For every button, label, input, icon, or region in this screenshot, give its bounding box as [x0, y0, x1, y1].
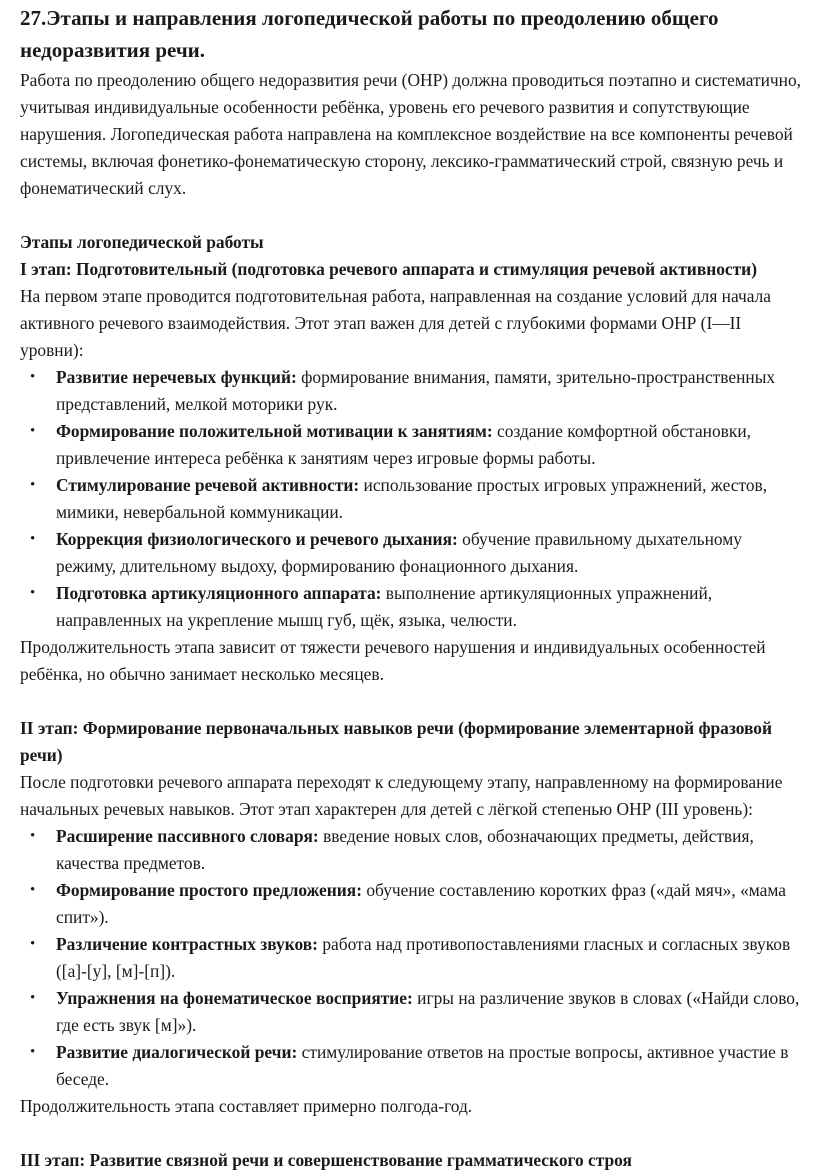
- bullet-icon: •: [30, 369, 36, 385]
- item-term: Коррекция физиологического и речевого дыхания:: [56, 529, 458, 549]
- stage2-outro: Продолжительность этапа составляет примерно полгода-год.: [20, 1096, 473, 1116]
- stage3-title: III этап: Развитие связной речи и совершенствование грамматического строя: [20, 1150, 632, 1170]
- bullet-icon: •: [30, 1044, 36, 1060]
- list-item: [20, 526, 802, 580]
- list-item: [20, 931, 802, 985]
- item-term: Упражнения на фонематическое восприятие:: [56, 988, 413, 1008]
- item-term: Формирование положительной мотивации к занятиям:: [56, 421, 493, 441]
- stage2-list: [20, 823, 802, 1093]
- item-text: стимулирование ответов на простые вопросы, активное участие в беседе.: [56, 1042, 789, 1089]
- item-text: обучение правильному дыхательному режиму, длительному выдоху, формированию фонационного дыхания.: [56, 529, 742, 576]
- list-item: [20, 985, 802, 1039]
- list-item: [20, 364, 802, 418]
- item-term: Расширение пассивного словаря:: [56, 826, 319, 846]
- list-item: [20, 418, 802, 472]
- item-text: игры на различение звуков в словах («Найди слово, где есть звук [м]»).: [56, 988, 800, 1035]
- item-text: использование простых игровых упражнений, жестов, мимики, невербальной коммуникации.: [56, 475, 768, 522]
- document-title: 27.Этапы и направления логопедической работы по преодолению общего недоразвития речи.: [20, 6, 719, 62]
- item-text: создание комфортной обстановки, привлечение интереса ребёнка к занятиям через игровые формы работы.: [56, 421, 751, 468]
- bullet-icon: •: [30, 531, 36, 547]
- intro-paragraph: Работа по преодолению общего недоразвития речи (ОНР) должна проводиться поэтапно и систематично, учитывая индивидуальные особенности ребёнка, уровень его речевого развития и сопутствующие нарушения. Логопедическая работа направлена на комплексное воздействие на все компоненты речевой системы, включая фонетико-фонематическую сторону, лексико-грамматический строй, связную речь и фонематический слух.: [20, 70, 802, 198]
- stage1-intro: На первом этапе проводится подготовительная работа, направленная на создание условий для начала активного речевого взаимодействия. Этот этап важен для детей с глубокими формами ОНР (I—II уровни):: [20, 286, 772, 360]
- list-item: [20, 823, 802, 877]
- bullet-icon: •: [30, 882, 36, 898]
- bullet-icon: •: [30, 990, 36, 1006]
- item-term: Подготовка артикуляционного аппарата:: [56, 583, 382, 603]
- bullet-icon: •: [30, 423, 36, 439]
- item-text: выполнение артикуляционных упражнений, направленных на укрепление мышц губ, щёк, языка, челюсти.: [56, 583, 713, 630]
- item-term: Развитие диалогической речи:: [56, 1042, 298, 1062]
- item-text: введение новых слов, обозначающих предметы, действия, качества предметов.: [56, 826, 754, 873]
- stage1-outro: Продолжительность этапа зависит от тяжести речевого нарушения и индивидуальных особенностей ребёнка, но обычно занимает несколько месяцев.: [20, 637, 766, 684]
- item-text: формирование внимания, памяти, зрительно-пространственных представлений, мелкой моторики рук.: [56, 367, 776, 414]
- list-item: [20, 877, 802, 931]
- item-term: Стимулирование речевой активности:: [56, 475, 360, 495]
- spacer: [20, 1120, 802, 1147]
- bullet-icon: •: [30, 477, 36, 493]
- spacer: [20, 688, 802, 715]
- stage2-title: II этап: Формирование первоначальных навыков речи (формирование элементарной фразовой речи): [20, 718, 772, 765]
- stage1-list: [20, 364, 802, 634]
- bullet-icon: •: [30, 936, 36, 952]
- item-term: Развитие неречевых функций:: [56, 367, 297, 387]
- bullet-icon: •: [30, 828, 36, 844]
- item-text: работа над противопоставлениями гласных и согласных звуков ([а]-[у], [м]-[п]).: [56, 934, 791, 981]
- list-item: [20, 580, 802, 634]
- bullet-icon: •: [30, 585, 36, 601]
- stage1-title: I этап: Подготовительный (подготовка речевого аппарата и стимуляция речевой активности): [20, 259, 757, 279]
- list-item: [20, 1039, 802, 1093]
- section-title: Этапы логопедической работы: [20, 232, 264, 252]
- stage2-intro: После подготовки речевого аппарата переходят к следующему этапу, направленному на формирование начальных речевых навыков. Этот этап характерен для детей с лёгкой степенью ОНР (III уровень):: [20, 772, 783, 819]
- list-item: [20, 472, 802, 526]
- item-term: Различение контрастных звуков:: [56, 934, 318, 954]
- item-term: Формирование простого предложения:: [56, 880, 362, 900]
- item-text: обучение составлению коротких фраз («дай мяч», «мама спит»).: [56, 880, 786, 927]
- spacer: [20, 202, 802, 229]
